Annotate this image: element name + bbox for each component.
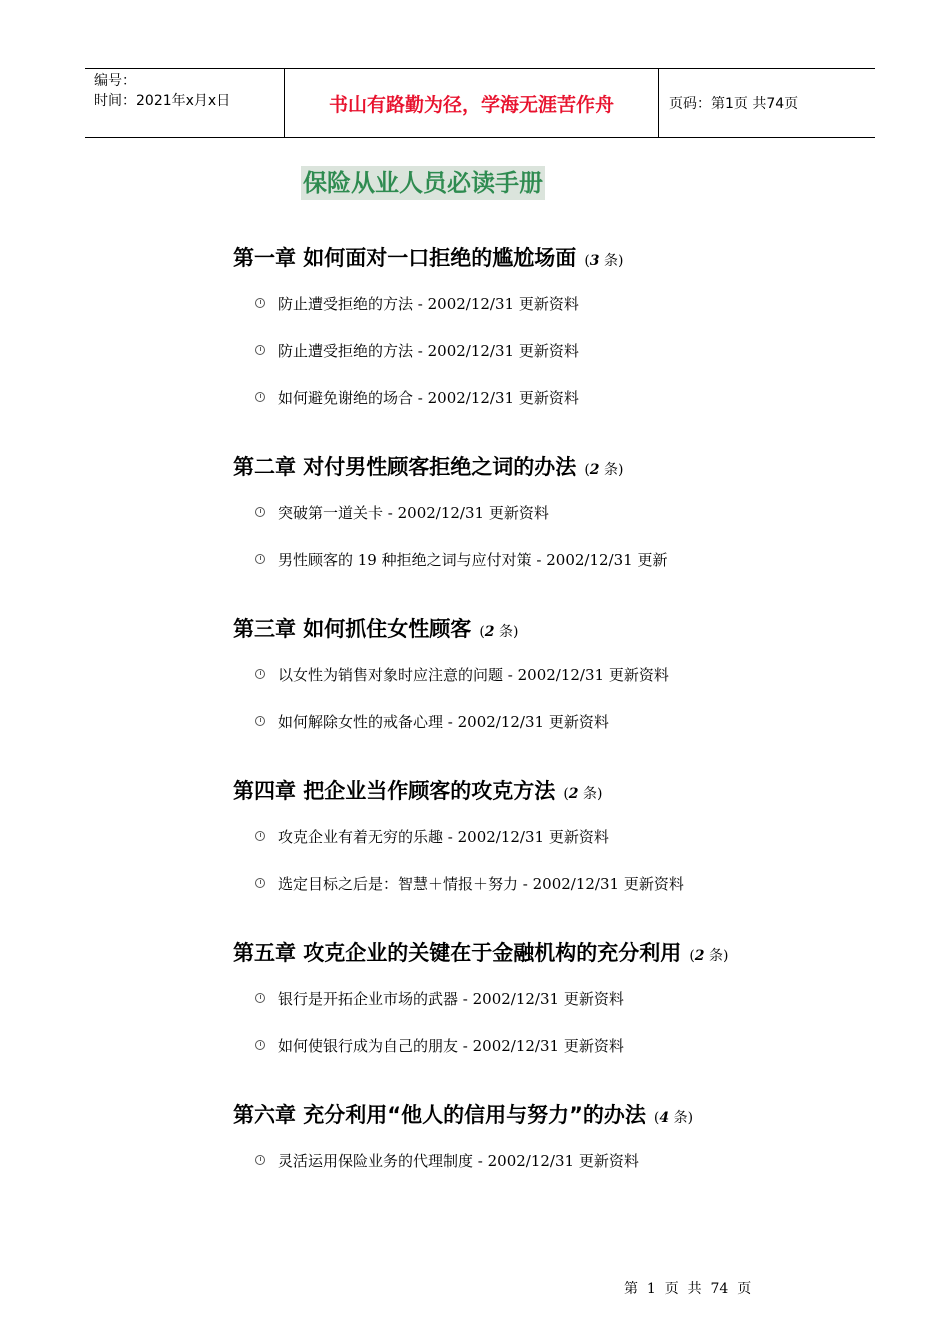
chapter-section <box>233 238 873 447</box>
clock-icon <box>255 878 265 888</box>
list-item-label: 灵活运用保险业务的代理制度 - 2002/12/31 更新资料 <box>278 1152 639 1170</box>
chapter-count-number: 3 <box>589 253 600 269</box>
list-item[interactable] <box>233 388 873 435</box>
chapter-count-number: 2 <box>568 786 579 802</box>
clock-icon <box>255 1040 265 1050</box>
clock-icon <box>255 716 265 726</box>
chapter-heading[interactable] <box>233 1095 873 1135</box>
chapter-items <box>233 649 873 771</box>
list-item[interactable] <box>233 503 873 550</box>
list-item[interactable] <box>233 294 873 341</box>
chapter-count-unit: 条 <box>498 624 513 640</box>
chapter-heading[interactable] <box>233 771 873 811</box>
list-item[interactable] <box>233 827 873 874</box>
chapter-items <box>233 487 873 609</box>
table-of-contents <box>233 238 873 1210</box>
chapter-count-number: 2 <box>589 462 600 478</box>
clock-icon <box>255 392 265 402</box>
list-item[interactable] <box>233 989 873 1036</box>
chapter-items <box>233 1135 873 1210</box>
list-item[interactable] <box>233 550 873 597</box>
chapter-heading[interactable] <box>233 933 873 973</box>
chapter-section <box>233 447 873 609</box>
header-motto: 书山有路勤为径，学海无涯苦作舟 <box>285 69 659 137</box>
time-label: 时间：2021年x月x日 <box>94 93 231 109</box>
list-item-label: 如何避免谢绝的场合 - 2002/12/31 更新资料 <box>278 389 579 407</box>
clock-icon <box>255 831 265 841</box>
list-item[interactable] <box>233 665 873 712</box>
list-item-label: 如何使银行成为自己的朋友 - 2002/12/31 更新资料 <box>278 1037 624 1055</box>
chapter-title: 第五章 攻克企业的关键在于金融机构的充分利用 <box>233 941 682 965</box>
chapter-section <box>233 609 873 771</box>
header-meta <box>85 69 285 137</box>
clock-icon <box>255 345 265 355</box>
chapter-count-number: 4 <box>659 1110 670 1126</box>
chapter-title: 第一章 如何面对一口拒绝的尴尬场面 <box>233 246 577 270</box>
chapter-count-number: 2 <box>484 624 495 640</box>
list-item-label: 攻克企业有着无穷的乐趣 - 2002/12/31 更新资料 <box>278 828 609 846</box>
chapter-title: 第三章 如何抓住女性顾客 <box>233 617 472 641</box>
chapter-item-count: (2 条) <box>689 948 729 964</box>
chapter-items <box>233 811 873 933</box>
chapter-item-count: (2 条) <box>584 462 624 478</box>
list-item-label: 选定目标之后是：智慧＋情报＋努力 - 2002/12/31 更新资料 <box>278 875 684 893</box>
list-item-label: 防止遭受拒绝的方法 - 2002/12/31 更新资料 <box>278 295 579 313</box>
chapter-count-unit: 条 <box>603 253 618 269</box>
list-item-label: 防止遭受拒绝的方法 - 2002/12/31 更新资料 <box>278 342 579 360</box>
chapter-count-unit: 条 <box>582 786 597 802</box>
clock-icon <box>255 554 265 564</box>
chapter-heading[interactable] <box>233 238 873 278</box>
list-item[interactable] <box>233 1151 873 1198</box>
chapter-title: 第二章 对付男性顾客拒绝之词的办法 <box>233 455 577 479</box>
list-item[interactable] <box>233 341 873 388</box>
list-item-label: 男性顾客的 19 种拒绝之词与应付对策 - 2002/12/31 更新 <box>278 551 668 569</box>
page-footer: 第 1 页 共 74 页 <box>624 1281 752 1297</box>
page-header <box>85 68 875 138</box>
list-item[interactable] <box>233 712 873 759</box>
header-page-info: 页码：第1页 共74页 <box>669 96 799 112</box>
chapter-section <box>233 771 873 933</box>
clock-icon <box>255 669 265 679</box>
document-title: 保险从业人员必读手册 <box>301 166 545 200</box>
list-item-label: 突破第一道关卡 - 2002/12/31 更新资料 <box>278 504 549 522</box>
chapter-heading[interactable] <box>233 609 873 649</box>
chapter-item-count: (4 条) <box>653 1110 694 1126</box>
clock-icon <box>255 507 265 517</box>
chapter-section <box>233 1095 873 1210</box>
list-item-label: 以女性为销售对象时应注意的问题 - 2002/12/31 更新资料 <box>278 666 669 684</box>
list-item-label: 银行是开拓企业市场的武器 - 2002/12/31 更新资料 <box>278 990 624 1008</box>
list-item[interactable] <box>233 1036 873 1083</box>
list-item-label: 如何解除女性的戒备心理 - 2002/12/31 更新资料 <box>278 713 609 731</box>
chapter-items <box>233 278 873 447</box>
chapter-count-unit: 条 <box>708 948 723 964</box>
chapter-count-unit: 条 <box>673 1110 688 1126</box>
chapter-title: 第六章 充分利用“他人的信用与努力”的办法 <box>233 1103 646 1127</box>
chapter-heading[interactable] <box>233 447 873 487</box>
clock-icon <box>255 993 265 1003</box>
chapter-count-unit: 条 <box>603 462 618 478</box>
chapter-item-count: (2 条) <box>563 786 603 802</box>
number-label: 编号： <box>94 73 136 89</box>
clock-icon <box>255 298 265 308</box>
clock-icon <box>255 1155 265 1165</box>
chapter-section <box>233 933 873 1095</box>
chapter-item-count: (3 条) <box>584 253 624 269</box>
chapter-title: 第四章 把企业当作顾客的攻克方法 <box>233 779 556 803</box>
list-item[interactable] <box>233 874 873 921</box>
chapter-count-number: 2 <box>694 948 705 964</box>
chapter-item-count: (2 条) <box>479 624 519 640</box>
chapter-items <box>233 973 873 1095</box>
